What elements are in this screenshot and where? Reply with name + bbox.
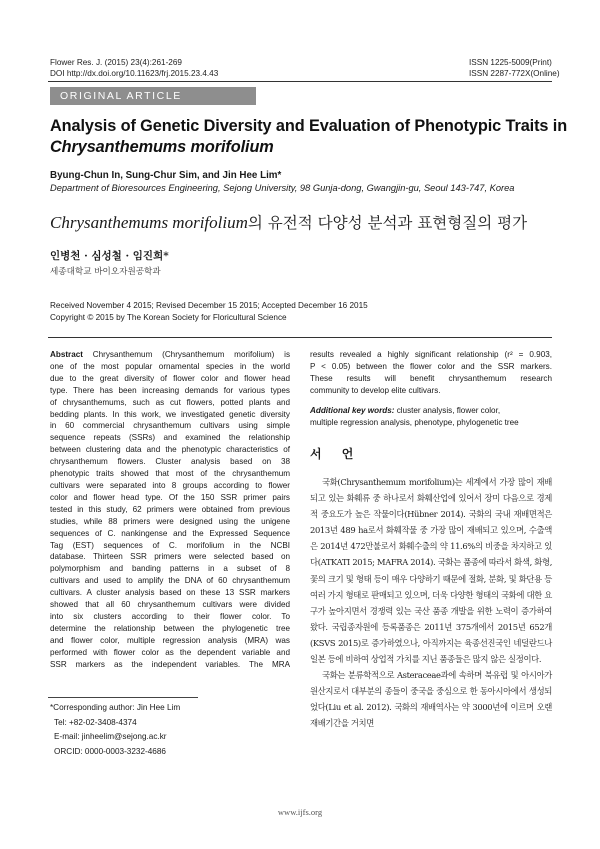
affiliation: Department of Bioresources Engineering, Sejong University, 98 Gunja-dong, Gwangjin-gu, Seoul 143-747, Korea	[50, 183, 515, 193]
korean-authors: 인병천 · 심성철 · 임진희*	[50, 250, 169, 262]
abstract-line: determine the relationship between the phylogenetic tree	[50, 623, 290, 633]
abstract-line: one of the most popular ornamental species in the world	[50, 361, 290, 371]
header-rule	[48, 81, 552, 82]
abstract-heading: Abstract	[50, 350, 93, 359]
abstract-line: community to develop elite cultivars.	[310, 385, 441, 395]
dates-rule	[48, 337, 552, 338]
corresponding-tel: Tel: +82-02-3408-4374	[54, 717, 137, 727]
abstract-right-column	[310, 349, 552, 397]
keywords-label: Additional key words:	[310, 406, 395, 415]
abstract-line: type. There has been increasing demands for various types	[50, 385, 290, 395]
korean-title-rest: 의 유전적 다양성 분석과 표현형질의 평가	[247, 214, 528, 232]
journal-citation: Flower Res. J. (2015) 23(4):261-269	[50, 58, 182, 67]
abstract-line: SSR markers as the independent variables. The MRA	[50, 659, 290, 669]
abstract-line: in 60 commercial chrysanthemum cultivars using simple	[50, 421, 290, 431]
abstract-line: cultivars. A cluster analysis based on these 13 SSR markers	[50, 588, 290, 598]
abstract-line: and flower color, multiple regression analysis (MRA) was	[50, 635, 290, 645]
abstract-line: into six clusters according to their flower color. To	[50, 611, 290, 621]
abstract-line: database. Thirteen SSR primers were selected based on	[50, 552, 290, 562]
footnote-rule	[48, 697, 198, 698]
abstract-line: tested in this study, 62 primers were obtained from previous	[50, 504, 290, 514]
abstract-line: chrysanthemum flowers. Cluster analysis based on 38	[50, 457, 290, 467]
article-type-badge: ORIGINAL ARTICLE	[50, 87, 256, 105]
authors: Byung-Chun In, Sung-Chur Sim, and Jin Hee Lim*	[50, 170, 282, 181]
abstract-line: Tag (EST) sequences of C. morifolium in the NCBI	[50, 540, 290, 550]
issn-print: ISSN 1225-5009(Print)	[469, 58, 552, 67]
korean-title-italic: Chrysanthemums morifolium	[50, 213, 248, 232]
abstract-left-column	[50, 349, 290, 670]
keywords	[310, 405, 552, 429]
abstract-line: due to the great diversity of flower color and flower head	[50, 373, 290, 383]
abstract-line: performed with flower color as the dependent variable and	[50, 647, 290, 657]
corresponding-orcid: ORCID: 0000-0003-3232-4686	[54, 746, 166, 756]
abstract-line: studies, while 88 primers were designed using the unigene	[50, 516, 290, 526]
article-title-line1: Analysis of Genetic Diversity and Evaluation of Phenotypic Traits in	[50, 117, 568, 135]
issn-online: ISSN 2287-772X(Online)	[469, 69, 560, 78]
journal-doi: DOI http://dx.doi.org/10.11623/frj.2015.23.4.43	[50, 69, 219, 78]
corresponding-email: E-mail: jinheelim@sejong.ac.kr	[54, 732, 167, 742]
abstract-line: cultivars were separated into 8 groups according to flower	[50, 480, 290, 490]
abstract-line: P < 0.05) between the flower color and the SSR markers.	[310, 361, 552, 371]
abstract-line: phenotypic traits showed that most of the chrysanthemum	[50, 469, 290, 479]
article-title	[50, 116, 570, 158]
abstract-line: cultivars and used to amplify the DNA of 60 chrysanthemum	[50, 576, 290, 586]
abstract-line: Abstract Chrysanthemum (Chrysanthemum morifolium) is	[50, 350, 291, 359]
korean-body	[310, 474, 552, 732]
keywords-line1: cluster analysis, flower color,	[396, 406, 501, 415]
korean-paragraph-2: 국화는 분류학적으로 Asteraceae과에 속하며 북유럽 및 아시아가 원산지로서 대부분의 종들이 중국을 중심으로 한 동아시아에서 생성되었다(Liu et al. 2012). 국화의 재배역사는 약 3000년에 이르며 오랜 재배기간을 거치면	[310, 670, 552, 729]
article-title-line2: Chrysanthemums morifolium	[50, 138, 274, 156]
korean-affiliation: 세종대학교 바이오자원공학과	[50, 267, 161, 277]
corresponding-author	[50, 701, 180, 759]
abstract-line: sequence repeats (SSRs) and examined the relationship	[50, 433, 290, 443]
keywords-line2: multiple regression analysis, phenotype, phylogenetic tree	[310, 417, 519, 427]
abstract-line: bedding plants. In this work, we investigated genetic diversity	[50, 409, 290, 419]
abstract-line: showed that all 60 chrysanthemum cultivars were divided	[50, 600, 290, 610]
korean-paragraph-1: 국화(Chrysanthemum morifolium)는 세계에서 가장 많이 재배되고 있는 화훼류 중 하나로서 화훼산업에 있어서 장미 다음으로 경제적 중요도가 높은 작물이다(Hübner 2014). 국화의 국내 재배면적은 2013년 489 ha로서 화훼작물 중 가장 많이 재배되고 있으며, 수출액은 2014년 472만불로서 화훼수출의 약 11.6%의 비중을 차지하고 있다(ATKATI 2015; MAFRA 2014). 국화는 품종에 따라서 화색, 화형, 꽃의 크기 및 형태 등이 매우 다양하기 때문에 절화, 분화, 및 화단용 등 여러 가지 형태로 판매되고 있으며, 더욱 다양한 형태의 국화에 대한 요구가 높아지면서 경쟁력 있는 국산 품종 개발을 위한 노력이 증가하여 왔다. 국립종자원에 등록품종은 2011년 375개에서 2015년 652개(KSVS 2015)로 증가하였으나, 아직까지는 육종선진국인 네덜란드나 일본 등에 비하여 상업적 가치를 지닌 품종들은 많지 않은 실정이다.	[310, 477, 552, 665]
corresponding-author-name: *Corresponding author: Jin Hee Lim	[50, 703, 181, 712]
footer-website: www.ijfs.org	[277, 807, 323, 817]
abstract-line: color and flower head type. Of the 150 SSR primer pairs	[50, 492, 290, 502]
korean-title	[50, 212, 570, 234]
section-heading-introduction: 서 언	[310, 447, 362, 461]
copyright: Copyright © 2015 by The Korean Society for Floricultural Science	[50, 313, 287, 322]
received-dates: Received November 4 2015; Revised December 15 2015; Accepted December 16 2015	[50, 301, 368, 310]
article-dates	[50, 300, 368, 324]
abstract-line: sequences of C. nankingense and the Expressed Sequence	[50, 528, 290, 538]
abstract-line: of chrysanthemums, such as cut flowers, potted plants and	[50, 397, 290, 407]
abstract-line: These results will benefit chrysanthemum research	[310, 373, 552, 383]
abstract-line: results revealed a highly significant relationship (r² = 0.903,	[310, 350, 552, 359]
abstract-line: polymorphism and banding patterns in a subset of 8	[50, 564, 290, 574]
abstract-line: between clustering data and the phenotypic characteristics of	[50, 445, 290, 455]
